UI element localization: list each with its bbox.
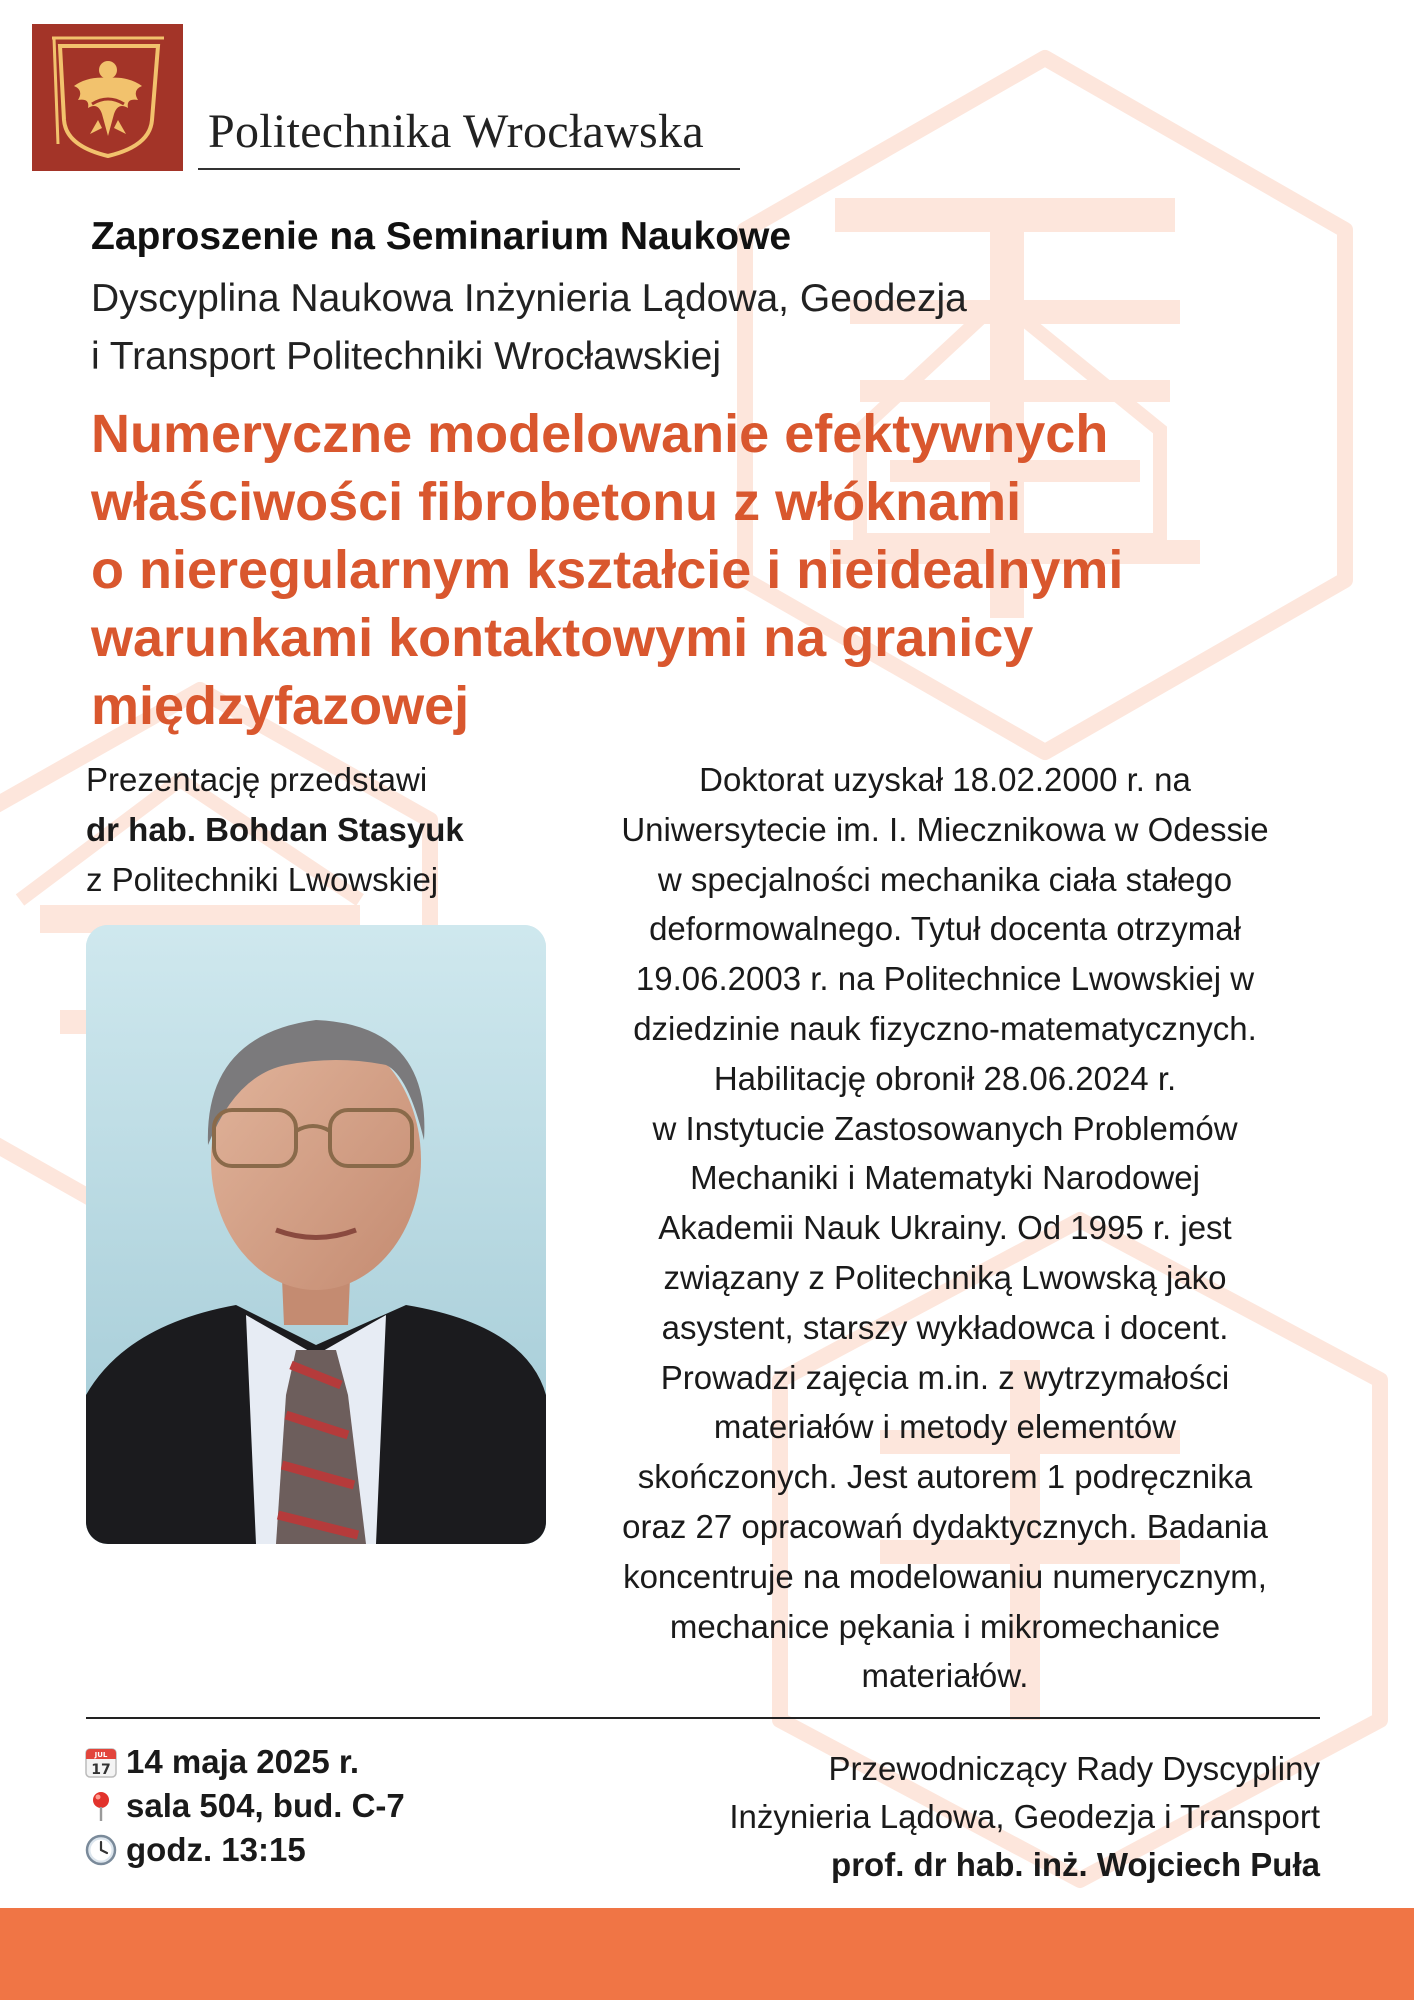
section-divider [86, 1717, 1320, 1719]
presenter-portrait [86, 925, 546, 1544]
bio-line: w specjalności mechanika ciała stałego [657, 860, 1233, 898]
chair-line1: Przewodniczący Rady Dyscypliny [828, 1750, 1320, 1787]
pin-icon [84, 1789, 118, 1823]
university-name: Politechnika Wrocławska [208, 105, 704, 158]
university-logo [32, 24, 183, 171]
discipline-line: Dyscyplina Naukowa Inżynieria Lądowa, Geodezja [91, 277, 967, 320]
header-rule [198, 168, 740, 170]
bio-line: materiałów. [861, 1657, 1029, 1695]
invitation-heading: Zaproszenie na Seminarium Naukowe [91, 215, 792, 258]
presenter-intro: Prezentację przedstawi [86, 761, 428, 798]
title-line: o nieregularnym kształcie i nieidealnymi [91, 540, 1124, 600]
chair-block [729, 1745, 1320, 1889]
footer-band [0, 1908, 1414, 2000]
bio-line: związany z Politechniką Lwowską jako [663, 1258, 1227, 1296]
presenter-photo [86, 925, 546, 1544]
seminar-title [91, 400, 1321, 740]
event-location: sala 504, bud. C-7 [126, 1787, 405, 1824]
presenter-name: dr hab. Bohdan Stasyuk [86, 811, 464, 848]
bio-line: w Instytucie Zastosowanych Problemów [652, 1109, 1238, 1147]
title-line: warunkami kontaktowymi na granicy [91, 608, 1034, 668]
event-time: godz. 13:15 [126, 1831, 306, 1868]
bio-line: Akademii Nauk Ukrainy. Od 1995 r. jest [658, 1209, 1232, 1247]
bio-line: asystent, starszy wykładowca i docent. [661, 1308, 1229, 1346]
title-line: międzyfazowej [91, 676, 470, 736]
clock-icon [84, 1833, 118, 1867]
title-line: Numeryczne modelowanie efektywnych [91, 404, 1109, 464]
bio-line: Uniwersytecie im. I. Miecznikowa w Odessie [621, 810, 1269, 848]
bio-line: koncentruje na modelowaniu numerycznym, [623, 1557, 1267, 1595]
bio-line: oraz 27 opracowań dydaktycznych. Badania [622, 1507, 1268, 1545]
bio-line: dziedzinie nauk fizyczno-matematycznych. [633, 1009, 1257, 1047]
calendar-month: JUL [94, 1751, 108, 1759]
bio-line: Mechaniki i Matematyki Narodowej [690, 1159, 1200, 1197]
calendar-day: 17 [91, 1762, 111, 1778]
discipline-text [91, 270, 1191, 386]
chair-line2: Inżynieria Lądowa, Geodezja i Transport [729, 1798, 1320, 1835]
time-row [84, 1828, 405, 1872]
bio-line: mechanice pękania i mikromechanice [669, 1607, 1221, 1645]
presenter-block [86, 755, 464, 905]
date-row [84, 1740, 405, 1784]
calendar-icon [84, 1745, 118, 1779]
presenter-affiliation: z Politechniki Lwowskiej [86, 861, 439, 898]
location-row [84, 1784, 405, 1828]
bio-line: deformowalnego. Tytuł docenta otrzymał [649, 910, 1241, 948]
bio-line: materiałów i metody elementów [713, 1408, 1177, 1446]
event-date: 14 maja 2025 r. [126, 1743, 360, 1780]
event-details [84, 1740, 405, 1872]
discipline-line: i Transport Politechniki Wrocławskiej [91, 335, 721, 378]
bio-line: Prowadzi zajęcia m.in. z wytrzymałości [660, 1358, 1230, 1396]
bio-line: Habilitację obronił 28.06.2024 r. [713, 1059, 1177, 1097]
bio-line: skończonych. Jest autorem 1 podręcznika [637, 1458, 1253, 1496]
chair-name: prof. dr hab. inż. Wojciech Puła [831, 1846, 1320, 1883]
bio-line: Doktorat uzyskał 18.02.2000 r. na [699, 761, 1191, 798]
eagle-crest-icon [32, 24, 183, 171]
title-line: właściwości fibrobetonu z włóknami [91, 472, 1022, 532]
bio-line: 19.06.2003 r. na Politechnice Lwowskiej w [635, 960, 1255, 998]
presenter-bio [570, 755, 1320, 1701]
